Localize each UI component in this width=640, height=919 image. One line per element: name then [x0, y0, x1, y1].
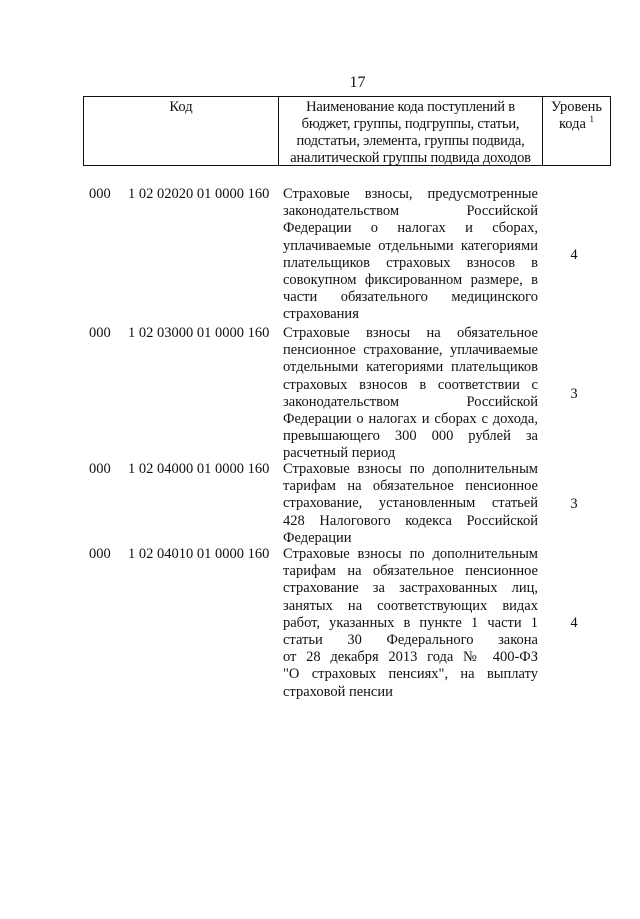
revenue-name-line: страхование за застрахованных лиц,	[283, 580, 538, 597]
revenue-name-line: тарифам на обязательное пенсионное	[283, 563, 538, 580]
revenue-name-line: плательщиков страховых взносов в	[283, 254, 538, 271]
header-name	[279, 97, 543, 165]
revenue-name-line: занятых на соответствующих видах	[283, 597, 538, 614]
revenue-name-line: части обязательного медицинского	[283, 289, 538, 306]
revenue-name-line: 428 Налогового кодекса Российской	[283, 512, 538, 529]
revenue-name-line: страховой пенсии	[283, 683, 393, 700]
header-name-line: Наименование кода поступлений в	[306, 99, 515, 115]
page-number: 17	[349, 74, 366, 91]
header-name-line: подстатьи, элемента, группы подвида,	[296, 133, 525, 149]
table-header	[83, 96, 611, 166]
revenue-name-line: Страховые взносы, предусмотренные	[283, 186, 538, 202]
revenue-name-line: Федерации о налогах и сборах с дохода,	[283, 411, 538, 428]
revenue-name-line: Федерации	[283, 529, 352, 546]
header-level-word: кода	[558, 116, 586, 132]
revenue-code: 1 02 02020 01 0000 160	[128, 186, 270, 202]
admin-code: 000	[89, 186, 111, 202]
revenue-name-line: законодательством Российской	[283, 203, 538, 220]
revenue-name-line: страхование, установленным статьей	[283, 495, 538, 512]
code-level: 4	[570, 247, 578, 263]
header-code: Код	[83, 97, 279, 165]
revenue-name-line: пенсионное страхование, уплачиваемые	[283, 342, 538, 359]
revenue-name-line: превышающего 300 000 рублей за	[283, 428, 538, 445]
header-level-line2	[543, 116, 610, 133]
revenue-name-line: статьи 30 Федерального закона	[283, 632, 538, 649]
revenue-name-line: тарифам на обязательное пенсионное	[283, 478, 538, 495]
revenue-name-line: расчетный период	[283, 445, 396, 462]
revenue-name-line: страховых взносов в соответствии с	[283, 376, 538, 393]
revenue-name-line: страхования	[283, 306, 359, 323]
revenue-name-line: уплачиваемые отдельными категориями	[283, 237, 538, 254]
revenue-name-line: законодательством Российской	[283, 393, 538, 410]
code-level: 3	[570, 496, 578, 512]
admin-code: 000	[89, 546, 111, 562]
revenue-name-line: совокупном фиксированном размере, в	[283, 272, 538, 289]
code-level: 4	[570, 615, 578, 631]
revenue-name-line: Страховые взносы по дополнительным	[283, 546, 538, 562]
revenue-name-line: отдельными категориями плательщиков	[283, 359, 538, 376]
code-level: 3	[570, 386, 578, 402]
admin-code: 000	[89, 325, 111, 341]
revenue-name-line: от 28 декабря 2013 года № 400-ФЗ	[283, 649, 538, 666]
revenue-code: 1 02 04010 01 0000 160	[128, 546, 270, 562]
header-level	[543, 97, 611, 165]
admin-code: 000	[89, 461, 111, 477]
revenue-name-line: Федерации о налогах и сборах,	[283, 220, 538, 237]
revenue-name	[283, 186, 538, 324]
revenue-name-line: "О страховых пенсиях", на выплату	[283, 666, 538, 683]
revenue-name-line: Страховые взносы на обязательное	[283, 325, 538, 341]
revenue-name-line: Страховые взносы по дополнительным	[283, 461, 538, 477]
revenue-code: 1 02 04000 01 0000 160	[128, 461, 270, 477]
revenue-name-line: работ, указанных в пункте 1 части 1	[283, 614, 538, 631]
header-level-line1: Уровень	[550, 99, 603, 115]
header-name-line: бюджет, группы, подгруппы, статьи,	[301, 116, 520, 132]
revenue-name	[283, 546, 538, 701]
revenue-code: 1 02 03000 01 0000 160	[128, 325, 270, 341]
header-name-line: аналитической группы подвида доходов	[290, 150, 531, 166]
revenue-name	[283, 325, 538, 463]
revenue-name	[283, 461, 538, 547]
footnote-marker: 1	[589, 114, 595, 124]
